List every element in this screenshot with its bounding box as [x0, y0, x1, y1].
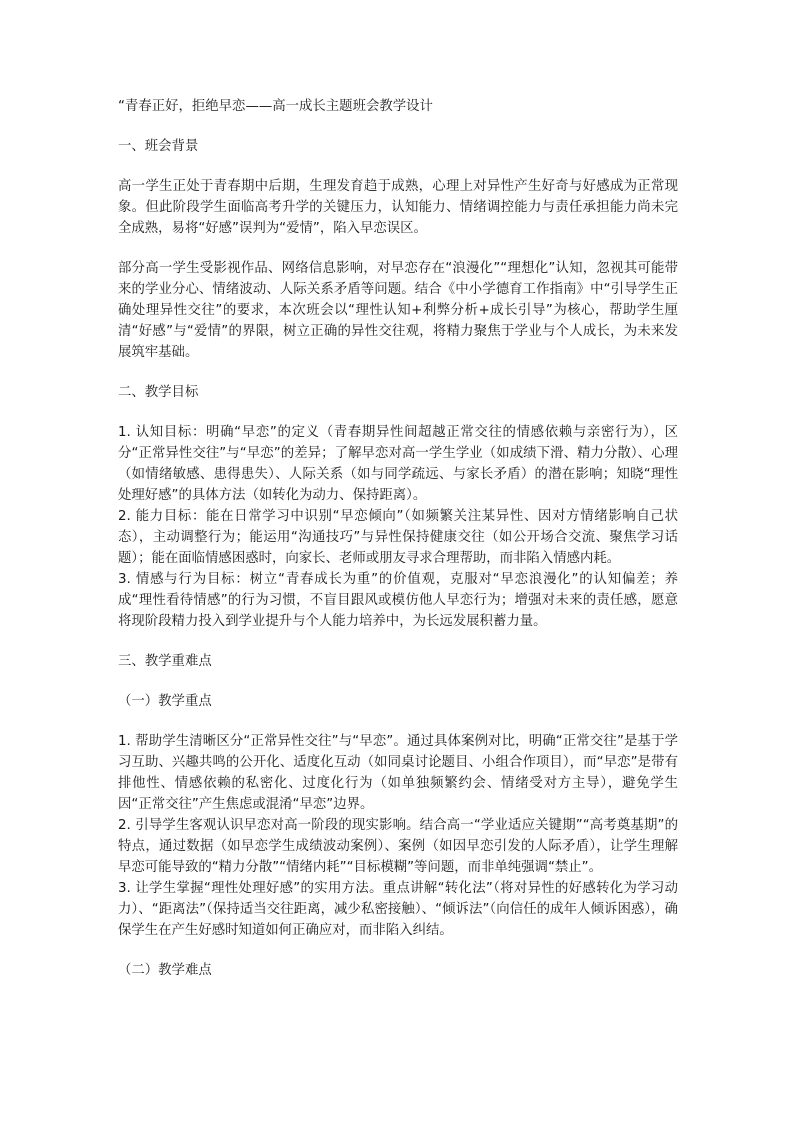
- goals-list: [118, 422, 678, 632]
- document-title: “青春正好，拒绝早恋——高一成长主题班会教学设计: [118, 99, 433, 114]
- list-item: 1. 帮助学生清晰区分“正常异性交往”与“早恋”。通过具体案例对比，明确“正常交往”是基于学习互助、兴趣共鸣的公开化、适度化互动（如同桌讨论题目、小组合作项目），而“早恋”是带有排他性、情感依赖的私密化、过度化行为（如单独频繁约会、情绪受对方主导），避免学生因“正常交往”产生焦虑或混淆“早恋”边界。: [118, 734, 678, 812]
- focus-list: [118, 731, 678, 941]
- section-heading-background: 一、班会背景: [118, 139, 199, 154]
- list-item: 2. 能力目标：能在日常学习中识别“早恋倾向”（如频繁关注某异性、因对方情绪影响自己状态），主动调整行为；能运用“沟通技巧”与异性保持健康交往（如公开场合交流、聚焦学习话题）；能在面临情感困惑时，向家长、老师或朋友寻求合理帮助，而非陷入情感内耗。: [118, 509, 678, 566]
- section-heading-key-points: 三、教学重难点: [118, 654, 212, 669]
- paragraph: 高一学生正处于青春期中后期，生理发育趋于成熟，心理上对异性产生好奇与好感成为正常现象。但此阶段学生面临高考升学的关键压力，认知能力、情绪调控能力与责任承担能力尚未完全成熟，易将“好感”误判为“爱情”，陷入早恋误区。: [118, 179, 678, 236]
- subsection-heading-focus: （一）教学重点: [118, 694, 212, 709]
- list-item: 3. 让学生掌握“理性处理好感”的实用方法。重点讲解“转化法”（将对异性的好感转化为学习动力）、“距离法”（保持适当交往距离，减少私密接触）、“倾诉法”（向信任的成年人倾诉困惑），确保学生在产生好感时知道如何正确应对，而非陷入纠结。: [118, 881, 678, 938]
- list-item: 1. 认知目标：明确“早恋”的定义（青春期异性间超越正常交往的情感依赖与亲密行为），区分“正常异性交往”与“早恋”的差异；了解早恋对高一学生学业（如成绩下滑、精力分散）、心理（如情绪敏感、患得患失）、人际关系（如与同学疏远、与家长矛盾）的潜在影响；知晓“理性处理好感”的具体方法（如转化为动力、保持距离）。: [118, 425, 678, 503]
- paragraph: 部分高一学生受影视作品、网络信息影响，对早恋存在“浪漫化”“理想化”认知，忽视其可能带来的学业分心、情绪波动、人际关系矛盾等问题。结合《中小学德育工作指南》中“引导学生正确处理异性交往”的要求，本次班会以“理性认知+利弊分析+成长引导”为核心，帮助学生厘清“好感”与“爱情”的界限，树立正确的异性交往观，将精力聚焦于学业与个人成长，为未来发展筑牢基础。: [118, 261, 678, 360]
- document-page: [118, 96, 678, 1000]
- subsection-heading-difficulty: （二）教学难点: [118, 963, 212, 978]
- section-heading-goals: 二、教学目标: [118, 385, 199, 400]
- list-item: 2. 引导学生客观认识早恋对高一阶段的现实影响。结合高一“学业适应关键期”“高考奠基期”的特点，通过数据（如早恋学生成绩波动案例）、案例（如因早恋引发的人际矛盾），让学生理解早恋可能导致的“精力分散”“情绪内耗”“目标模糊”等问题，而非单纯强调“禁止”。: [118, 818, 678, 875]
- list-item: 3. 情感与行为目标：树立“青春成长为重”的价值观，克服对“早恋浪漫化”的认知偏差；养成“理性看待情感”的行为习惯，不盲目跟风或模仿他人早恋行为；增强对未来的责任感，愿意将现阶段精力投入到学业提升与个人能力培养中，为长远发展积蓄力量。: [118, 572, 678, 629]
